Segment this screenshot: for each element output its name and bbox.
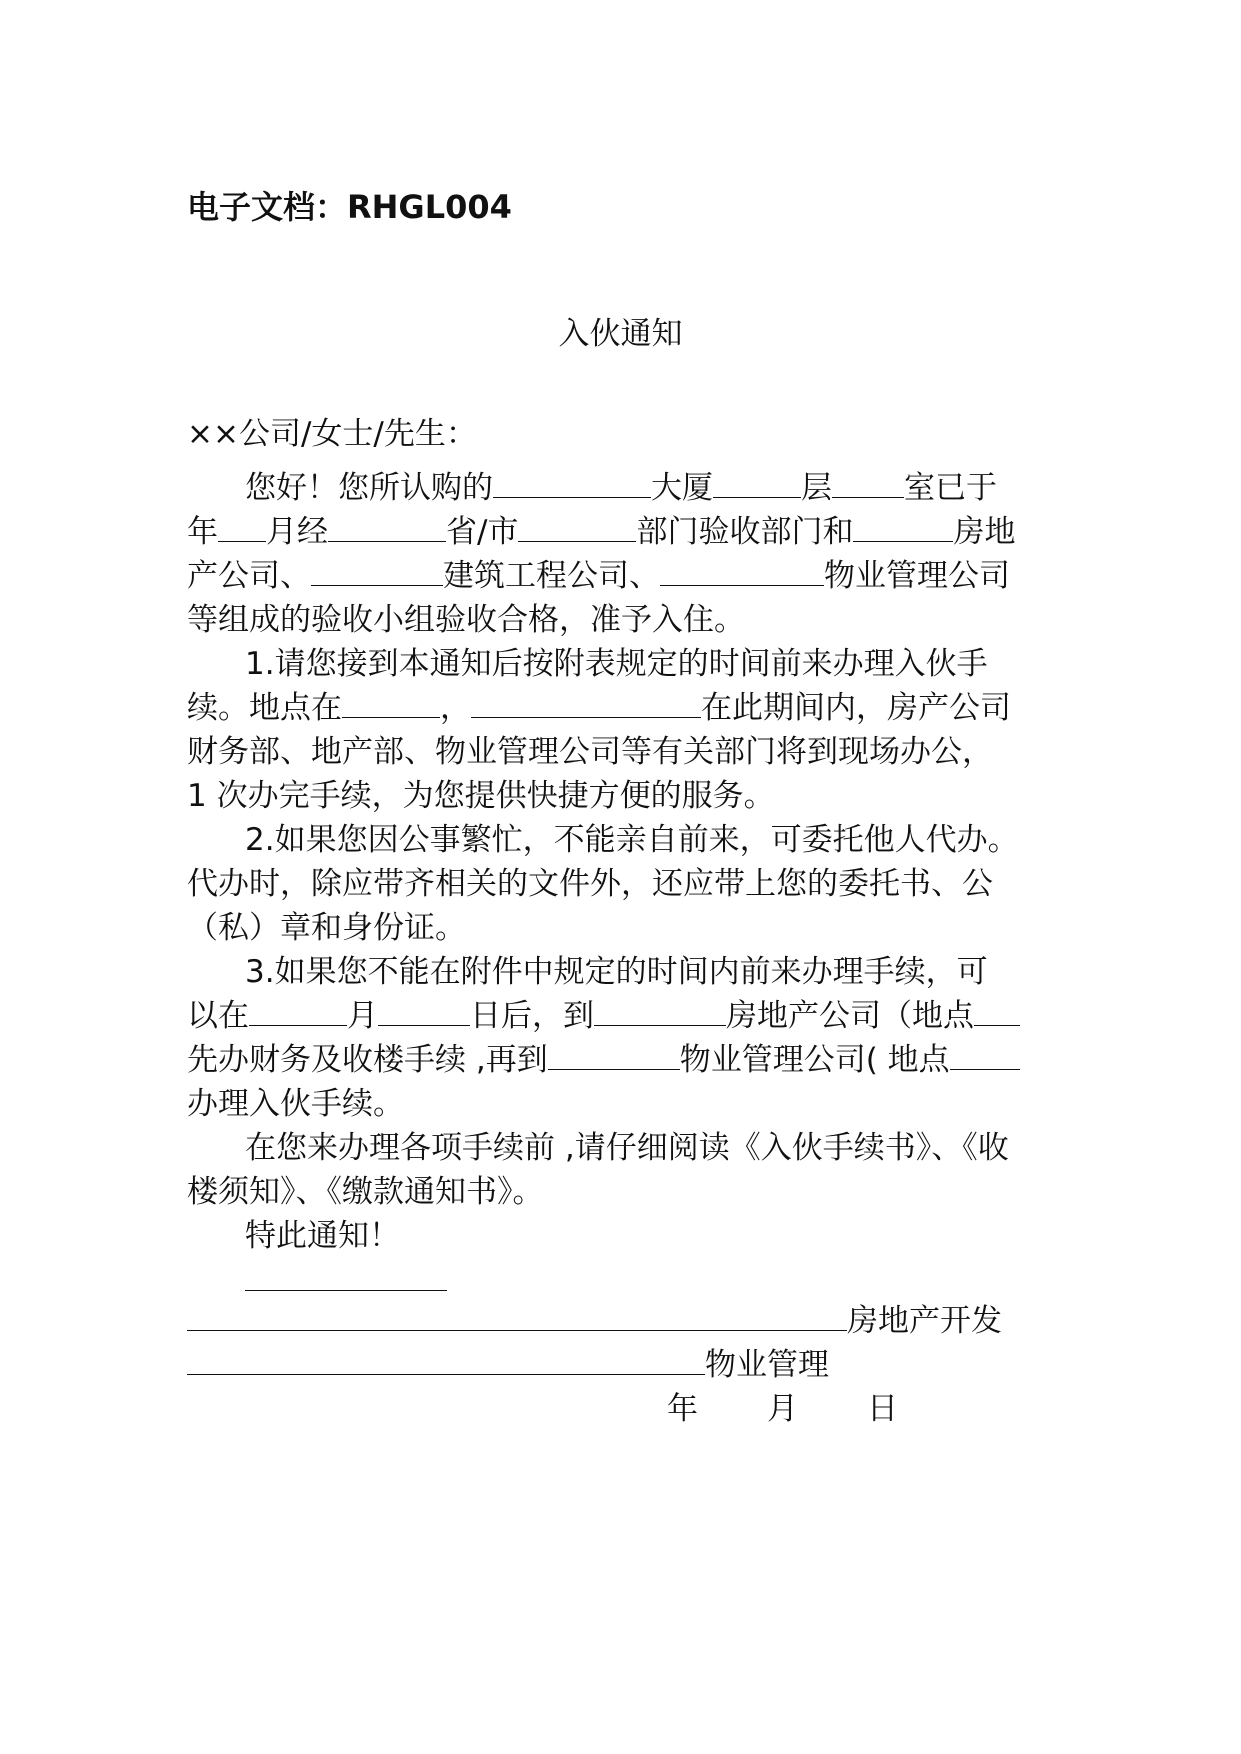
item-2-line-3: （私）章和身份证。 [187, 910, 466, 946]
building-blank [493, 467, 651, 498]
property-company-blank [660, 555, 824, 586]
reading-line-2: 楼须知》、《缴款通知书》。 [187, 1174, 544, 1210]
item-3-line-3: 先办财务及收楼手续 ,再到 物业管理公司( 地点 [187, 1038, 1020, 1082]
item-1-line-3: 财务部、地产部、物业管理公司等有关部门将到现场办公， [187, 734, 993, 770]
signature-line-short [245, 1290, 447, 1291]
property-signature-line: 物业管理 [187, 1343, 829, 1387]
department-blank [518, 511, 636, 542]
item-3-line-2: 以在 月 日后，到 房地产公司（地点 [187, 994, 1020, 1038]
item-2-line-1: 2.如果您因公事繁忙，不能亲自前来，可委托他人代办。 [245, 822, 1019, 858]
date-year: 年 [667, 1391, 698, 1427]
property-location-blank [950, 1039, 1020, 1070]
province-blank [328, 511, 446, 542]
closing: 特此通知！ [245, 1218, 400, 1254]
realty-location-blank [974, 995, 1020, 1026]
developer-blank [853, 511, 953, 542]
item-1-line-2: 续。地点在 ， 在此期间内，房产公司 [187, 686, 1011, 730]
date-month: 月 [767, 1391, 798, 1427]
paragraph-1-line-3: 产公司、 建筑工程公司、 物业管理公司 [187, 554, 1010, 598]
salutation: ××公司/女士/先生： [187, 416, 477, 452]
date-day: 日 [867, 1391, 898, 1427]
document-id: 电子文档：RHGL004 [187, 188, 512, 226]
item-3-line-4: 办理入伙手续。 [187, 1086, 404, 1122]
item-2-line-2: 代办时，除应带齐相关的文件外，还应带上您的委托书、公 [187, 866, 993, 902]
location-blank-2 [471, 687, 701, 718]
property-signature-blank [187, 1344, 705, 1375]
realty-company-blank [594, 995, 726, 1026]
construction-blank [311, 555, 443, 586]
developer-signature-line: 房地产开发 [187, 1299, 1002, 1343]
date-month-blank [249, 995, 347, 1026]
location-blank-1 [342, 687, 440, 718]
date-day-blank [378, 995, 470, 1026]
developer-signature-blank [187, 1300, 847, 1331]
item-1-line-1: 1.请您接到本通知后按附表规定的时间前来办理入伙手 [245, 646, 988, 682]
paragraph-1-line-1: 您好！您所认购的 大厦 层 室已于 [187, 466, 997, 510]
item-1-line-4: 1 次办完手续，为您提供快捷方便的服务。 [187, 778, 775, 814]
item-3-line-1: 3.如果您不能在附件中规定的时间内前来办理手续，可 [245, 954, 988, 990]
paragraph-1-line-2: 年 月经 省/市 部门验收部门和 房地 [187, 510, 1015, 554]
floor-blank [713, 467, 801, 498]
month-blank [218, 511, 266, 542]
paragraph-1-line-4: 等组成的验收小组验收合格，准予入住。 [187, 602, 745, 638]
property-mgmt-blank [548, 1039, 680, 1070]
page-title: 入伙通知 [558, 316, 683, 352]
reading-line-1: 在您来办理各项手续前 ,请仔细阅读《入伙手续书》、《收 [245, 1130, 1009, 1166]
room-blank [832, 467, 904, 498]
